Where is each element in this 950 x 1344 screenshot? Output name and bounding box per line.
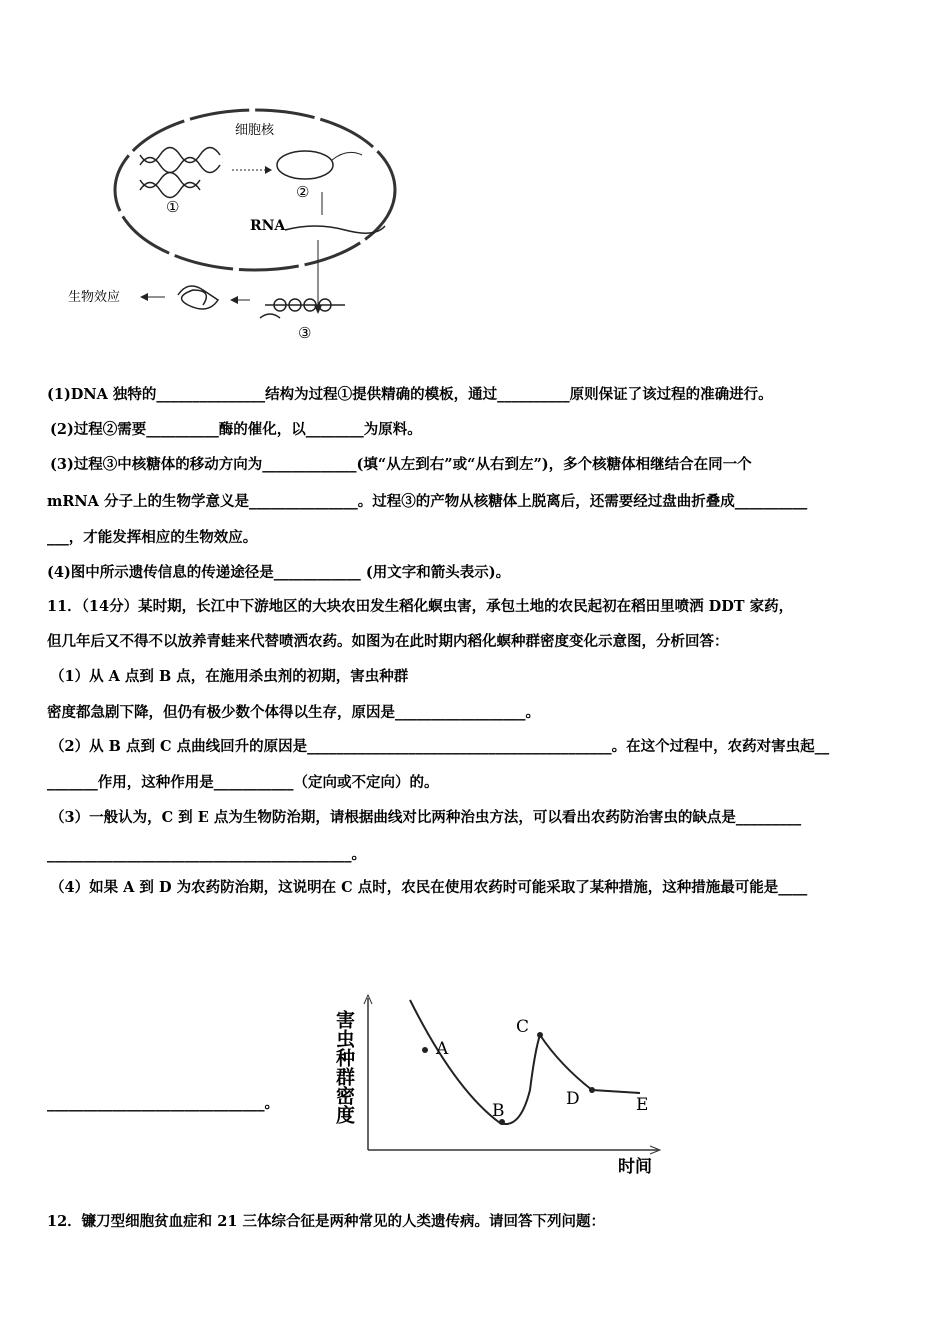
- rna-strand: [285, 226, 385, 233]
- label-c: C: [516, 1017, 530, 1037]
- label-b: B: [492, 1101, 505, 1121]
- q11-stem: 11．（14分）某时期，长江中下游地区的大块农田发生稻化螟虫害，承包土地的农民起初在稻田里喷洒 DDT 家药，: [47, 598, 794, 615]
- y-axis-label: 害虫种群密度: [333, 1010, 355, 1124]
- gene-expression-diagram: [60, 100, 410, 350]
- point-d: [589, 1087, 595, 1093]
- q11-part1: （1）从 A 点到 B 点，在施用杀虫剂的初期，害虫种群: [50, 668, 409, 685]
- transcription-loop-icon: [277, 151, 333, 179]
- q11-part3: （3）一般认为，C 到 E 点为生物防治期，请根据曲线对比两种治虫方法，可以看出农药防治害虫的缺点是_________: [50, 809, 802, 826]
- label-a: A: [436, 1039, 449, 1059]
- q11-part2-cont: _______作用，这种作用是___________（定向或不定向）的。: [47, 774, 439, 791]
- q11-part4-cont: ______________________________。: [47, 1095, 279, 1112]
- q11-part1-cont: 密度都急剧下降，但仍有极少数个体得以生存，原因是__________________。: [47, 704, 540, 721]
- point-a: [422, 1047, 428, 1053]
- dna-helix-icon: [140, 148, 220, 198]
- x-axis-label: 时间: [618, 1157, 652, 1177]
- effect-label: 生物效应: [68, 290, 121, 305]
- circle-2: ②: [296, 183, 310, 201]
- q11-stem-cont: 但几年后又不得不以放养青蛙来代替喷洒农药。如图为在此时期内稻化螟种群密度变化示意图，分析回答：: [47, 633, 729, 650]
- label-e: E: [636, 1095, 649, 1115]
- rna-label: RNA: [250, 218, 286, 234]
- circle-3: ③: [298, 324, 312, 342]
- q10-part3-cont: mRNA 分子上的生物学意义是_______________。过程③的产物从核糖体上脱离后，还需要经过盘曲折叠成__________: [47, 493, 808, 510]
- ribosome-chain-icon: [260, 299, 345, 318]
- q11-part4: （4）如果 A 到 D 为农药防治期，这说明在 C 点时，农民在使用农药时可能采取了某种措施，这种措施最可能是____: [50, 879, 808, 896]
- q10-part1: (1)DNA 独特的_______________结构为过程①提供精确的模板，通过__________原则保证了该过程的准确进行。: [47, 386, 773, 403]
- q10-part3-end: ___，才能发挥相应的生物效应。: [47, 529, 258, 546]
- folded-protein-icon: [178, 286, 218, 309]
- q11-part3-cont: __________________________________________。: [47, 846, 366, 863]
- q10-part4: (4)图中所示遗传信息的传递途径是____________ (用文字和箭头表示)。: [47, 564, 511, 581]
- population-density-chart: [330, 990, 670, 1180]
- circle-1: ①: [166, 198, 180, 216]
- q12-stem: 12．镰刀型细胞贫血症和 21 三体综合征是两种常见的人类遗传病。请回答下列问题：: [47, 1213, 605, 1230]
- nucleus-label: 细胞核: [235, 123, 275, 138]
- point-c: [537, 1032, 543, 1038]
- label-d: D: [566, 1089, 580, 1109]
- q10-part3: (3)过程③中核糖体的移动方向为_____________(填“从左到右”或“从右到左”)，多个核糖体相继结合在同一个: [50, 456, 752, 473]
- q11-part2: （2）从 B 点到 C 点曲线回升的原因是__________________________________________。在这个过程中，农药对害虫起__: [50, 738, 830, 755]
- q10-part2: (2)过程②需要__________酶的催化，以________为原料。: [50, 421, 422, 438]
